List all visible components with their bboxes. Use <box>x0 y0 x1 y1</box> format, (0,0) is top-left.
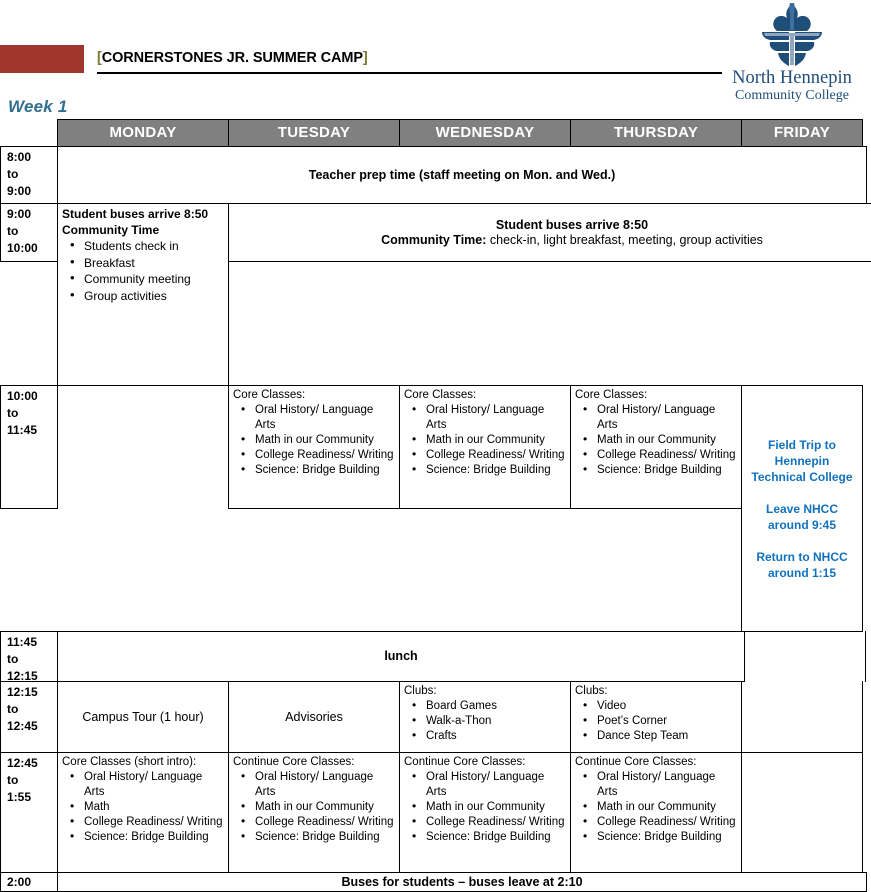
table-row <box>0 385 867 631</box>
list-item: • Oral History/ Language Arts <box>424 770 566 800</box>
cell-wednesday-clubs <box>399 681 571 753</box>
lunch-text: lunch <box>384 649 418 664</box>
buses-departure-text: Buses for students – buses leave at 2:10 <box>341 874 583 889</box>
list-item: • Oral History/ Language Arts <box>82 770 224 800</box>
time-start: 9:00 <box>7 207 32 221</box>
list-item: • Math in our Community <box>253 800 395 815</box>
friday-leave-info <box>766 501 838 533</box>
friday-return-line1: Return to NHCC <box>756 549 848 564</box>
table-row <box>0 203 867 385</box>
monday-buses-line: Student buses arrive 8:50 <box>62 207 209 221</box>
column-header-tuesday: TUESDAY <box>228 119 400 147</box>
cell-tuesday-continue-core <box>228 752 400 873</box>
logo-college-name: North Hennepin <box>732 68 852 88</box>
continue-core-heading: Continue Core Classes: <box>404 756 526 768</box>
time-to: to <box>7 406 19 420</box>
wednesday-continue-bullets <box>404 770 566 845</box>
cell-monday-community-time <box>57 203 229 386</box>
list-item: • Crafts <box>424 729 566 744</box>
cell-monday-core-intro <box>57 752 229 873</box>
table-row <box>0 872 867 891</box>
table-row <box>0 146 867 203</box>
list-item: • Community meeting <box>82 271 224 288</box>
friday-return-info <box>756 549 847 581</box>
core-classes-heading: Core Classes: <box>575 389 648 401</box>
list-item: • Walk-a-Thon <box>424 714 566 729</box>
list-item: • Video <box>595 699 737 714</box>
list-item: • Math in our Community <box>424 800 566 815</box>
core-classes-heading: Core Classes: <box>404 389 477 401</box>
time-end: 12:45 <box>7 719 38 733</box>
list-item: • College Readiness/ Writing <box>595 815 737 830</box>
list-item: • Science: Bridge Building <box>424 830 566 845</box>
friday-return-line2: around 1:15 <box>767 565 836 580</box>
list-item: • Math in our Community <box>253 433 395 448</box>
list-item: • Science: Bridge Building <box>424 463 566 478</box>
cell-friday-merged-spacer-2 <box>741 681 863 753</box>
cell-monday-merged-spacer <box>57 385 229 509</box>
time-to: to <box>7 773 19 787</box>
list-item: • Science: Bridge Building <box>82 830 224 845</box>
red-accent-block <box>0 45 84 73</box>
list-item: • Breakfast <box>82 255 224 272</box>
column-header-wednesday: WEDNESDAY <box>399 119 571 147</box>
time-slot-1145-1215 <box>0 631 58 682</box>
list-item: • Math in our Community <box>595 800 737 815</box>
monday-core-intro-bullets <box>62 770 224 845</box>
list-item: • Oral History/ Language Arts <box>595 403 737 433</box>
cell-buses-departure <box>57 872 867 892</box>
logo-college-subtitle: Community College <box>735 88 849 103</box>
list-item: • Group activities <box>82 288 224 305</box>
time-slot-9-10 <box>0 203 58 262</box>
title-close-bracket: ] <box>362 50 368 66</box>
page-header <box>0 0 871 118</box>
list-item: • College Readiness/ Writing <box>595 448 737 463</box>
friday-leave-line2: around 9:45 <box>767 517 836 532</box>
time-slot-1245-155 <box>0 752 58 873</box>
thursday-clubs-bullets <box>575 699 737 744</box>
list-item: • Science: Bridge Building <box>253 830 395 845</box>
time-slot-200 <box>0 872 58 892</box>
list-item: • Oral History/ Language Arts <box>424 403 566 433</box>
continue-core-heading: Continue Core Classes: <box>233 756 355 768</box>
friday-trip-line3: Technical College <box>751 469 853 484</box>
table-row <box>0 631 867 681</box>
column-header-monday: MONDAY <box>57 119 229 147</box>
monday-community-bullets <box>62 238 224 304</box>
tuesday-core-bullets <box>233 403 395 478</box>
time-start: 8:00 <box>7 150 32 164</box>
clubs-heading: Clubs: <box>404 685 437 697</box>
list-item: • Math in our Community <box>595 433 737 448</box>
list-item: • Science: Bridge Building <box>595 830 737 845</box>
monday-core-intro-heading: Core Classes (short intro): <box>62 756 197 768</box>
table-header-row <box>0 119 867 146</box>
time-start: 10:00 <box>7 389 38 403</box>
tuesday-continue-bullets <box>233 770 395 845</box>
time-start: 11:45 <box>7 635 38 649</box>
college-logo <box>719 2 865 106</box>
cell-thursday-clubs <box>570 681 742 753</box>
list-item: • Students check in <box>82 238 224 255</box>
page-title <box>97 45 722 71</box>
friday-trip-line1: Field Trip to <box>767 437 836 452</box>
time-slot-10-1145 <box>0 385 58 509</box>
title-text: CORNERSTONES JR. SUMMER CAMP <box>101 50 363 66</box>
wednesday-clubs-bullets <box>404 699 566 744</box>
cell-friday-merged-spacer-1 <box>744 631 866 682</box>
table-row <box>0 681 867 752</box>
shared-community-label: Community Time: <box>381 232 487 247</box>
cell-monday-campus-tour <box>57 681 229 753</box>
time-to: to <box>7 702 19 716</box>
shared-community-line <box>233 233 871 248</box>
document-title-block <box>97 45 722 75</box>
cell-tuesday-core-classes <box>228 385 400 509</box>
cell-thursday-continue-core <box>570 752 742 873</box>
time-start: 12:45 <box>7 756 38 770</box>
continue-core-heading: Continue Core Classes: <box>575 756 697 768</box>
cell-thursday-core-classes <box>570 385 742 509</box>
table-row <box>0 752 867 872</box>
time-slot-8-9 <box>0 146 58 204</box>
column-header-friday: FRIDAY <box>741 119 863 147</box>
time-end: 12:15 <box>7 669 38 682</box>
thursday-core-bullets <box>575 403 737 478</box>
list-item: • College Readiness/ Writing <box>253 448 395 463</box>
schedule-table <box>0 119 867 889</box>
friday-leave-line1: Leave NHCC <box>765 501 839 516</box>
time-to: to <box>7 652 19 666</box>
shared-buses-line: Student buses arrive 8:50 <box>495 218 649 232</box>
nhcc-crest-icon <box>756 2 828 68</box>
time-end: 1:55 <box>7 790 32 804</box>
cell-teacher-prep <box>57 146 867 204</box>
time-end: 9:00 <box>7 184 32 198</box>
campus-tour-text: Campus Tour (1 hour) <box>82 709 204 724</box>
core-classes-heading: Core Classes: <box>233 389 306 401</box>
list-item: • College Readiness/ Writing <box>82 815 224 830</box>
list-item: • College Readiness/ Writing <box>424 815 566 830</box>
title-open-bracket: [ <box>97 50 102 66</box>
cell-friday-empty-afternoon <box>741 752 863 873</box>
list-item: • Board Games <box>424 699 566 714</box>
list-item: • Math in our Community <box>424 433 566 448</box>
cell-shared-community-time <box>228 203 871 262</box>
shared-community-detail: check-in, light breakfast, meeting, group activities <box>486 232 763 247</box>
friday-trip-line2: Hennepin <box>774 453 830 468</box>
time-slot-1215-1245 <box>0 681 58 753</box>
cell-friday-field-trip <box>741 385 863 632</box>
cell-lunch <box>57 631 745 682</box>
list-item: • Science: Bridge Building <box>253 463 395 478</box>
list-item: • Dance Step Team <box>595 729 737 744</box>
monday-community-time-heading: Community Time <box>62 223 160 237</box>
list-item: • Poet’s Corner <box>595 714 737 729</box>
clubs-heading: Clubs: <box>575 685 608 697</box>
thursday-continue-bullets <box>575 770 737 845</box>
friday-field-trip-title <box>751 437 852 485</box>
cell-wednesday-continue-core <box>399 752 571 873</box>
week-label: Week 1 <box>8 97 68 116</box>
time-end: 11:45 <box>7 423 38 437</box>
time-start: 2:00 <box>7 875 32 889</box>
list-item: • Oral History/ Language Arts <box>253 770 395 800</box>
list-item: • Math <box>82 800 224 815</box>
cell-tuesday-advisories <box>228 681 400 753</box>
list-item: • Science: Bridge Building <box>595 463 737 478</box>
time-end: 10:00 <box>7 241 38 255</box>
friday-field-trip-content <box>746 388 858 629</box>
list-item: • Oral History/ Language Arts <box>253 403 395 433</box>
time-start: 12:15 <box>7 685 38 699</box>
list-item: • College Readiness/ Writing <box>424 448 566 463</box>
list-item: • College Readiness/ Writing <box>253 815 395 830</box>
time-to: to <box>7 167 19 181</box>
list-item: • Oral History/ Language Arts <box>595 770 737 800</box>
time-to: to <box>7 224 19 238</box>
teacher-prep-text: Teacher prep time (staff meeting on Mon. and Wed.) <box>308 167 616 182</box>
title-underline-rule <box>97 72 722 74</box>
cell-wednesday-core-classes <box>399 385 571 509</box>
header-corner-blank <box>0 119 58 147</box>
wednesday-core-bullets <box>404 403 566 478</box>
column-header-thursday: THURSDAY <box>570 119 742 147</box>
advisories-text: Advisories <box>285 709 343 724</box>
